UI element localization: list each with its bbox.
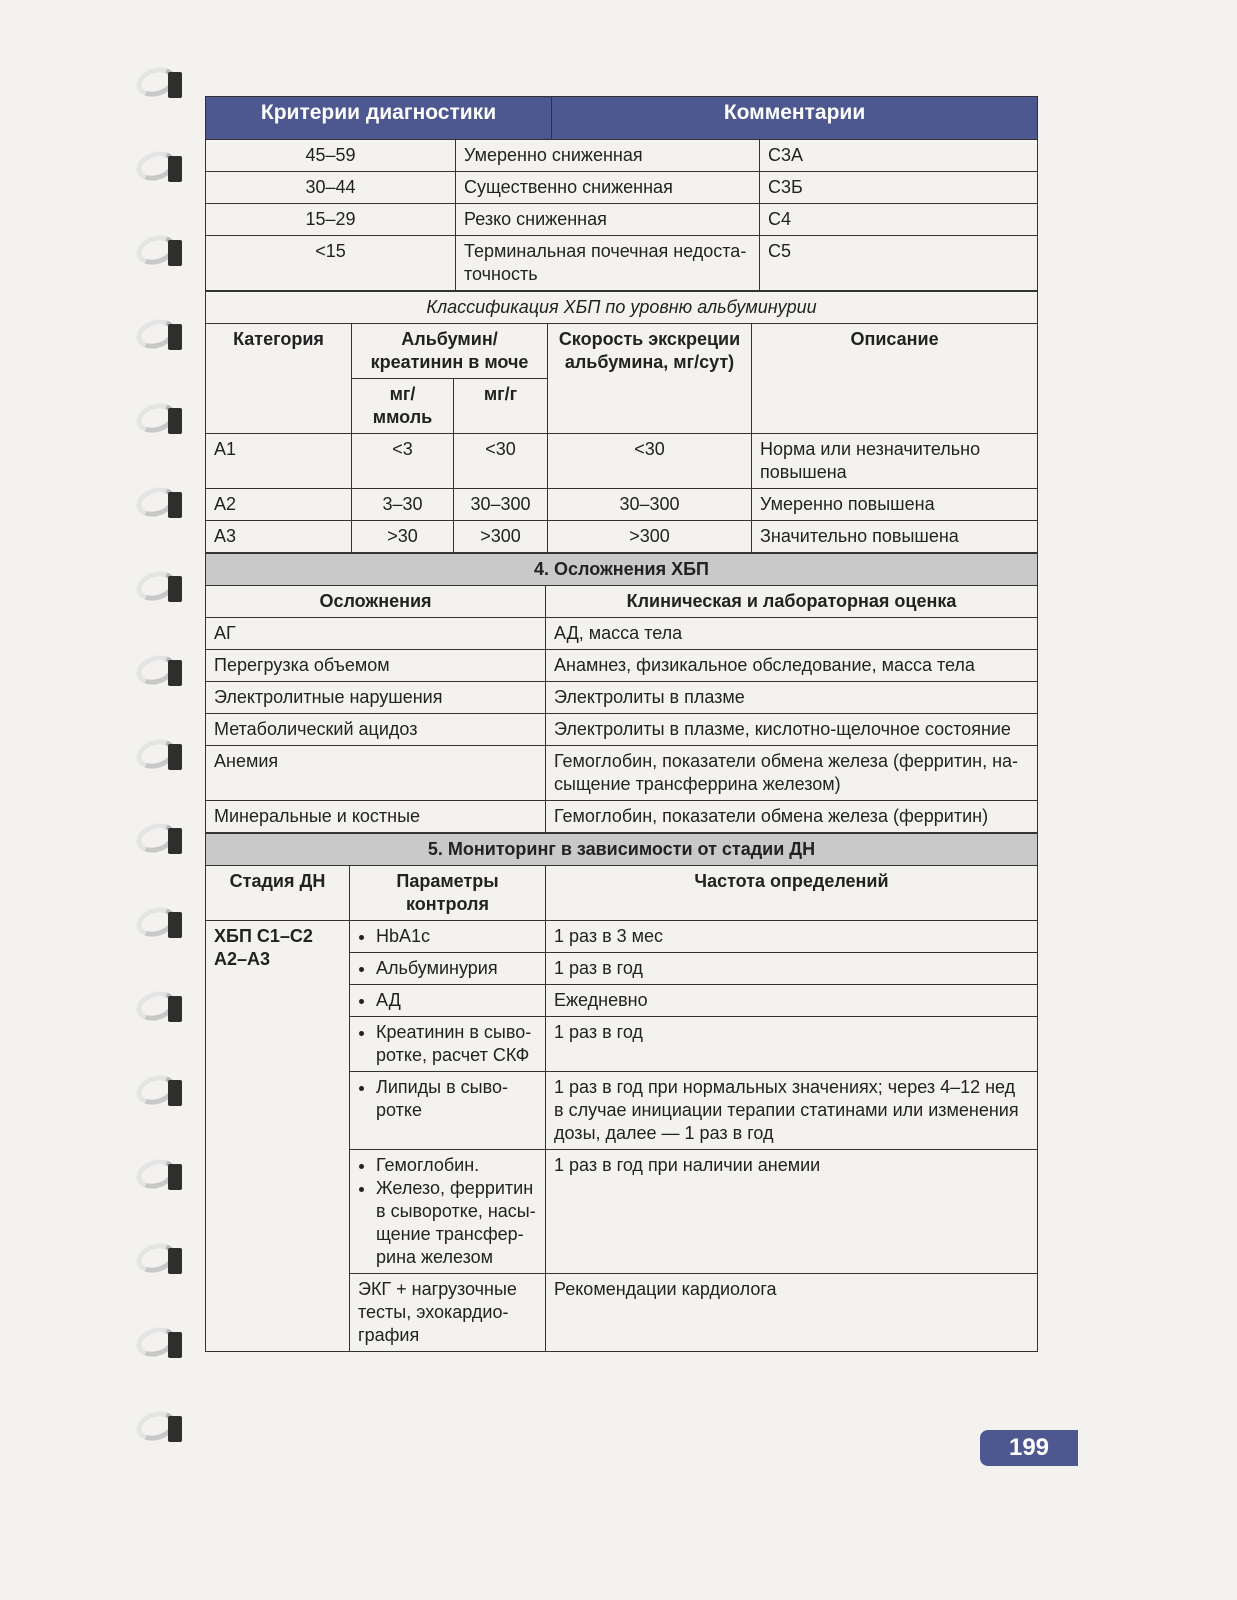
parameter-item: • Альбуминурия	[376, 957, 537, 980]
page-number: 199	[980, 1430, 1078, 1466]
albumin-description: Значительно повышена	[752, 521, 1038, 553]
gfr-description: Резко сниженная	[456, 204, 760, 236]
header-description: Описание	[752, 324, 1038, 434]
binding-ring	[132, 902, 194, 946]
complication-name: Метаболический ацидоз	[206, 714, 546, 746]
albumin-category: А1	[206, 434, 352, 489]
complication-name: Электролитные нарушения	[206, 682, 546, 714]
gfr-stage: С5	[760, 236, 1038, 291]
gfr-stage: С3А	[760, 140, 1038, 172]
complications-table	[205, 553, 1038, 833]
albumin-category: А2	[206, 489, 352, 521]
binding-ring	[132, 818, 194, 862]
albumin-rate: >300	[548, 521, 752, 553]
albumin-mgg: 30–300	[454, 489, 548, 521]
complication-evaluation: АД, масса тела	[546, 618, 1038, 650]
parameter-item: • Железо, ферритин в сыворотке, насы-щение трансфер-рина железом	[376, 1177, 537, 1269]
table-row	[206, 172, 1038, 204]
parameter-item: • АД	[376, 989, 537, 1012]
parameter-cell	[350, 1072, 546, 1150]
parameter-cell	[350, 953, 546, 985]
gfr-stage: С3Б	[760, 172, 1038, 204]
table-row	[206, 746, 1038, 801]
albumin-rate: 30–300	[548, 489, 752, 521]
frequency-cell: 1 раз в 3 мес	[546, 921, 1038, 953]
table-header-row	[206, 97, 1038, 140]
albumin-description: Умеренно повышена	[752, 489, 1038, 521]
complication-evaluation: Электролиты в плазме, кислотно-щелочное состояние	[546, 714, 1038, 746]
frequency-cell: 1 раз в год	[546, 953, 1038, 985]
table-row	[206, 140, 1038, 172]
binding-ring	[132, 1406, 194, 1450]
parameter-cell: ЭКГ + нагрузочные тесты, эхокардио-графия	[350, 1274, 546, 1352]
binding-ring	[132, 482, 194, 526]
table-row	[206, 434, 1038, 489]
header-evaluation: Клиническая и лабораторная оценка	[546, 586, 1038, 618]
binding-ring	[132, 650, 194, 694]
binding-ring	[132, 314, 194, 358]
complication-evaluation: Гемоглобин, показатели обмена железа (ферритин, на-сыщение трансферрина железом)	[546, 746, 1038, 801]
stage-cell	[206, 921, 350, 1352]
complication-evaluation: Гемоглобин, показатели обмена железа (ферритин)	[546, 801, 1038, 833]
albumin-mmol: <3	[352, 434, 454, 489]
binding-ring	[132, 398, 194, 442]
header-frequency: Частота определений	[546, 866, 1038, 921]
header-unit-mmol: мг/ммоль	[352, 379, 454, 434]
frequency-cell: 1 раз в год при наличии анемии	[546, 1150, 1038, 1274]
table-row	[206, 618, 1038, 650]
table-row	[206, 489, 1038, 521]
complication-name: Анемия	[206, 746, 546, 801]
gfr-description: Терминальная почечная недоста-точность	[456, 236, 760, 291]
complication-name: АГ	[206, 618, 546, 650]
binding-ring	[132, 146, 194, 190]
frequency-cell: Ежедневно	[546, 985, 1038, 1017]
gfr-description: Существенно сниженная	[456, 172, 760, 204]
table-row	[206, 236, 1038, 291]
gfr-range: 30–44	[206, 172, 456, 204]
section-title-monitoring: 5. Мониторинг в зависимости от стадии ДН	[206, 834, 1038, 866]
albumin-mmol: >30	[352, 521, 454, 553]
complication-evaluation: Анамнез, физикальное обследование, масса тела	[546, 650, 1038, 682]
gfr-range: 15–29	[206, 204, 456, 236]
albumin-rate: <30	[548, 434, 752, 489]
header-comments: Комментарии	[552, 97, 1038, 140]
complication-name: Перегрузка объемом	[206, 650, 546, 682]
albumin-mgg: >300	[454, 521, 548, 553]
binding-ring	[132, 986, 194, 1030]
header-category: Категория	[206, 324, 352, 434]
monitoring-table	[205, 833, 1038, 1352]
complication-evaluation: Электролиты в плазме	[546, 682, 1038, 714]
binding-ring	[132, 230, 194, 274]
albumin-category: А3	[206, 521, 352, 553]
frequency-cell: Рекомендации кардиолога	[546, 1274, 1038, 1352]
binding-ring	[132, 1238, 194, 1282]
albuminuria-table	[205, 291, 1038, 553]
binding-ring	[132, 734, 194, 778]
binding-ring	[132, 1322, 194, 1366]
stage-line: ХБП С1–С2	[214, 926, 313, 946]
frequency-cell: 1 раз в год при нормальных значениях; через 4–12 нед в случае инициации терапии статинами или изменения дозы, далее — 1 раз в год	[546, 1072, 1038, 1150]
header-parameters: Параметры контроля	[350, 866, 546, 921]
section-title-complications: 4. Осложнения ХБП	[206, 554, 1038, 586]
stage-line: А2–А3	[214, 949, 271, 969]
binding-ring	[132, 62, 194, 106]
header-stage: Стадия ДН	[206, 866, 350, 921]
header-criteria: Критерии диагностики	[206, 97, 552, 140]
gfr-table	[205, 96, 1038, 291]
parameter-item: • Гемоглобин.	[376, 1154, 537, 1177]
parameter-cell	[350, 985, 546, 1017]
parameter-item: • Липиды в сыво-ротке	[376, 1076, 537, 1122]
parameter-item: • Креатинин в сыво-ротке, расчет СКФ	[376, 1021, 537, 1067]
albumin-mmol: 3–30	[352, 489, 454, 521]
frequency-cell: 1 раз в год	[546, 1017, 1038, 1072]
table-row	[206, 521, 1038, 553]
page-content	[205, 96, 1037, 1352]
table-row	[206, 921, 1038, 953]
gfr-stage: С4	[760, 204, 1038, 236]
gfr-range: 45–59	[206, 140, 456, 172]
table-row	[206, 714, 1038, 746]
parameter-cell	[350, 1150, 546, 1274]
binding-ring	[132, 566, 194, 610]
spiral-binding	[132, 62, 202, 1532]
header-complications: Осложнения	[206, 586, 546, 618]
gfr-description: Умеренно сниженная	[456, 140, 760, 172]
parameter-item: • HbA1c	[376, 925, 537, 948]
binding-ring	[132, 1070, 194, 1114]
parameter-cell	[350, 1017, 546, 1072]
header-unit-mgg: мг/г	[454, 379, 548, 434]
table-row	[206, 682, 1038, 714]
table-row	[206, 801, 1038, 833]
albumin-description: Норма или незначительно повышена	[752, 434, 1038, 489]
gfr-range: <15	[206, 236, 456, 291]
binding-ring	[132, 1154, 194, 1198]
table-row	[206, 650, 1038, 682]
header-albumin-creatinine: Альбумин/креатинин в моче	[352, 324, 548, 379]
complication-name: Минеральные и костные	[206, 801, 546, 833]
parameter-cell	[350, 921, 546, 953]
albuminuria-caption: Классификация ХБП по уровню альбуминурии	[206, 292, 1038, 324]
albumin-mgg: <30	[454, 434, 548, 489]
header-excretion-rate: Скорость экскреции альбумина, мг/сут)	[548, 324, 752, 434]
table-row	[206, 204, 1038, 236]
